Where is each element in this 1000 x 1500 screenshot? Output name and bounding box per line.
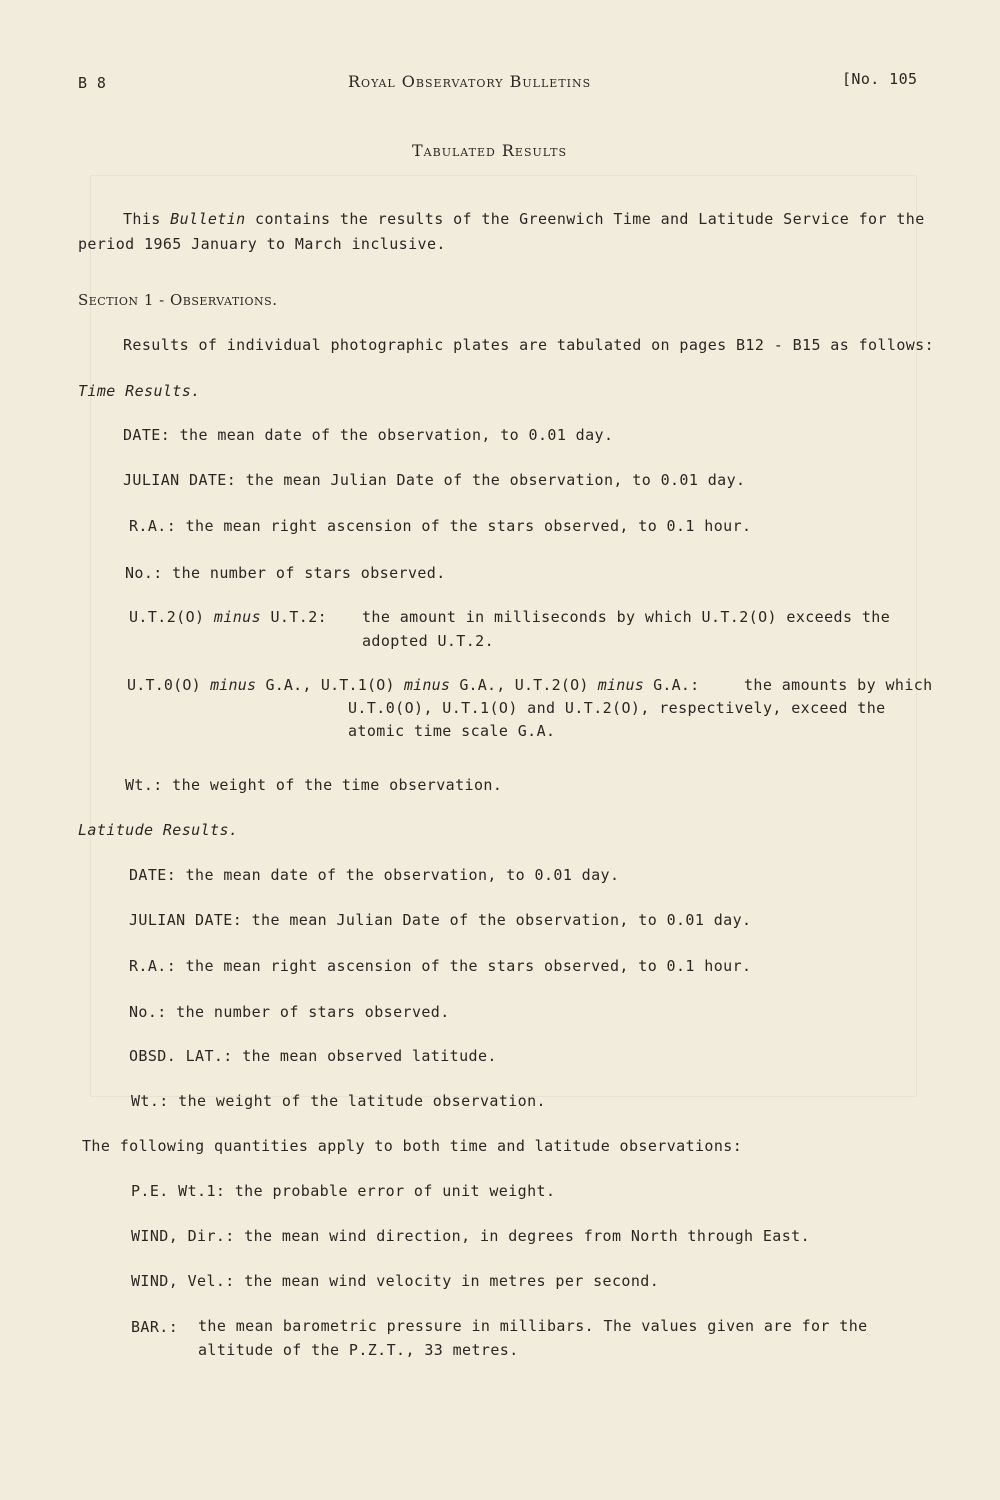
time-ut2-desc-1: the amount in milliseconds by which U.T.2(O) exceeds the [362,608,891,626]
bar-desc-1: the mean barometric pressure in millibars. The values given are for the [198,1317,868,1335]
intro-line-1: This Bulletin contains the results of the Greenwich Time and Latitude Service for the [123,210,925,228]
definition: the mean date of the observation, to 0.01 day. [179,426,614,444]
definition: the mean date of the observation, to 0.01 day. [185,866,620,884]
lat-no-entry [129,1003,450,1021]
term: OBSD. LAT.: [129,1047,233,1065]
term: DATE: [123,426,171,444]
definition: the number of stars observed. [172,564,446,582]
term: JULIAN DATE: [123,471,237,489]
time-no-entry [125,564,446,582]
time-ra-entry [129,517,751,535]
definition: the mean right ascension of the stars observed, to 0.1 hour. [185,957,752,975]
time-ut0-desc-1: the amounts by which [744,676,933,694]
definition: the weight of the time observation. [172,776,503,794]
term: WIND, Vel.: [131,1272,235,1290]
intro-line-2: period 1965 January to March inclusive. [78,235,446,253]
lat-date-entry [129,866,619,884]
term: P.E. Wt.1: [131,1182,226,1200]
definition: the mean wind direction, in degrees from North through East. [244,1227,811,1245]
definition: the mean Julian Date of the observation, to 0.01 day. [251,911,752,929]
time-ut2-term: U.T.2(O) minus U.T.2: [129,608,328,626]
time-julian-entry [123,471,745,489]
term: R.A.: [129,957,177,975]
term: JULIAN DATE: [129,911,243,929]
wind-vel-entry [131,1272,659,1290]
bar-desc-2: altitude of the P.Z.T., 33 metres. [198,1341,519,1359]
term: No.: [125,564,163,582]
term: WIND, Dir.: [131,1227,235,1245]
lat-julian-entry [129,911,751,929]
page-id: B 8 [78,74,107,92]
term: DATE: [129,866,177,884]
time-results-heading: Time Results. [78,382,201,400]
time-ut0-desc-2: U.T.0(O), U.T.1(O) and U.T.2(O), respectively, exceed the [348,699,886,717]
lat-obsd-entry [129,1047,497,1065]
time-date-entry [123,426,613,444]
bulletin-number: [No. 105 [842,70,918,88]
term: R.A.: [129,517,177,535]
time-ut2-desc-2: adopted U.T.2. [362,632,495,650]
time-ut0-desc-3: atomic time scale G.A. [348,722,556,740]
definition: the number of stars observed. [176,1003,450,1021]
definition: the mean wind velocity in metres per second. [244,1272,660,1290]
definition: the weight of the latitude observation. [178,1092,546,1110]
pe-entry [131,1182,555,1200]
definition: the mean observed latitude. [242,1047,497,1065]
latitude-results-heading: Latitude Results. [78,821,239,839]
definition: the mean right ascension of the stars observed, to 0.1 hour. [185,517,752,535]
lat-ra-entry [129,957,751,975]
definition: the mean Julian Date of the observation, to 0.01 day. [245,471,746,489]
bar-term: BAR.: [131,1318,179,1336]
time-ut0-term: U.T.0(O) minus G.A., U.T.1(O) minus G.A., U.T.2(O) minus G.A.: [127,676,700,694]
results-intro: Results of individual photographic plates are tabulated on pages B12 - B15 as follows: [123,336,935,354]
term: Wt.: [125,776,163,794]
term: No.: [129,1003,167,1021]
lat-wt-entry [131,1092,546,1110]
page-heading: Tabulated Results [412,141,568,160]
time-wt-entry [125,776,502,794]
definition: the probable error of unit weight. [234,1182,556,1200]
term: Wt.: [131,1092,169,1110]
running-title: Royal Observatory Bulletins [348,72,592,91]
both-intro: The following quantities apply to both time and latitude observations: [82,1137,743,1155]
section-heading: Section 1 - Observations. [78,291,278,309]
wind-dir-entry [131,1227,810,1245]
